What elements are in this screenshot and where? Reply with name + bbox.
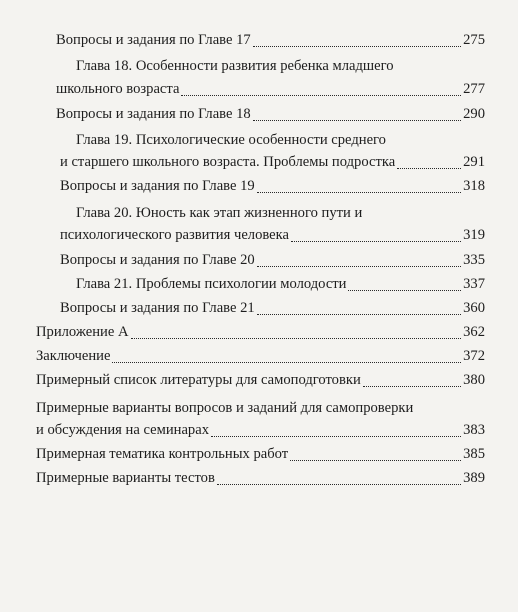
toc-entry-title: Глава 19. Психологические особенности среднего: [76, 132, 386, 148]
toc-entry-title: Примерные варианты тестов: [36, 470, 215, 486]
dot-leader: [253, 119, 461, 121]
dot-leader: [112, 361, 461, 363]
toc-entry-page: 372: [463, 348, 485, 364]
dot-leader: [291, 240, 461, 242]
toc-entry-title: Примерная тематика контрольных работ: [36, 446, 289, 462]
toc-entry: [0, 322, 518, 346]
toc-entry: [0, 250, 518, 274]
toc-entry: [0, 152, 518, 176]
toc-entry: [0, 468, 518, 492]
toc-entry-page: 362: [463, 324, 485, 340]
toc-entry-heading: [0, 396, 518, 420]
toc-entry: [0, 370, 518, 394]
toc-entry-title: психологического развития человека: [60, 227, 290, 243]
toc-entry-title: Вопросы и задания по Главе 21: [60, 300, 255, 316]
toc-entry-title: Вопросы и задания по Главе 20: [60, 252, 255, 268]
toc-entry-heading: [0, 128, 518, 152]
toc-entry-page: 335: [463, 252, 485, 268]
toc-entry-title: Примерные варианты вопросов и заданий для самопроверки: [36, 400, 414, 416]
toc-entry-page: 383: [463, 422, 485, 438]
toc-entry-title: Глава 18. Особенности развития ребенка младшего: [76, 58, 394, 74]
toc-entry-page: 385: [463, 446, 485, 462]
dot-leader: [211, 435, 461, 437]
dot-leader: [181, 94, 461, 96]
dot-leader: [253, 45, 461, 47]
toc-entry: [0, 79, 518, 103]
toc-entry-page: 380: [463, 372, 485, 388]
toc-entry-title: Вопросы и задания по Главе 18: [56, 106, 251, 122]
toc-entry-page: 277: [463, 81, 485, 97]
toc-entry: [0, 176, 518, 200]
toc-entry-heading: [0, 201, 518, 225]
dot-leader: [290, 459, 461, 461]
toc-entry: [0, 346, 518, 370]
toc-entry-page: 318: [463, 178, 485, 194]
toc-entry-page: 389: [463, 470, 485, 486]
toc-entry-heading: [0, 54, 518, 78]
toc-entry: [0, 104, 518, 128]
toc-entry-page: 337: [463, 276, 485, 292]
toc-entry-page: 360: [463, 300, 485, 316]
toc-entry: [0, 420, 518, 444]
toc-entry-title: Глава 21. Проблемы психологии молодости: [76, 276, 347, 292]
toc-entry-title: Вопросы и задания по Главе 19: [60, 178, 255, 194]
toc-entry: [0, 30, 518, 54]
toc-entry-title: и старшего школьного возраста. Проблемы подростка: [60, 154, 396, 170]
dot-leader: [348, 289, 461, 291]
toc-entry-title: Заключение: [36, 348, 111, 364]
dot-leader: [363, 385, 461, 387]
toc-entry-page: 290: [463, 106, 485, 122]
toc-entry-title: Глава 20. Юность как этап жизненного пути и: [76, 205, 363, 221]
toc-entry-title: Вопросы и задания по Главе 17: [56, 32, 251, 48]
toc-entry: [0, 225, 518, 249]
toc-entry: [0, 444, 518, 468]
dot-leader: [257, 265, 461, 267]
toc-entry: [0, 274, 518, 298]
toc-entry: [0, 298, 518, 322]
dot-leader: [397, 167, 461, 169]
toc-entry-title: Примерный список литературы для самоподготовки: [36, 372, 361, 388]
toc-entry-title: школьного возраста: [56, 81, 180, 97]
dot-leader: [257, 313, 461, 315]
dot-leader: [217, 483, 461, 485]
toc-entry-page: 291: [463, 154, 485, 170]
dot-leader: [131, 337, 462, 339]
toc-entry-title: и обсуждения на семинарах: [36, 422, 210, 438]
toc-entry-page: 275: [463, 32, 485, 48]
toc-entry-title: Приложение А: [36, 324, 129, 340]
toc-entry-page: 319: [463, 227, 485, 243]
dot-leader: [257, 191, 461, 193]
